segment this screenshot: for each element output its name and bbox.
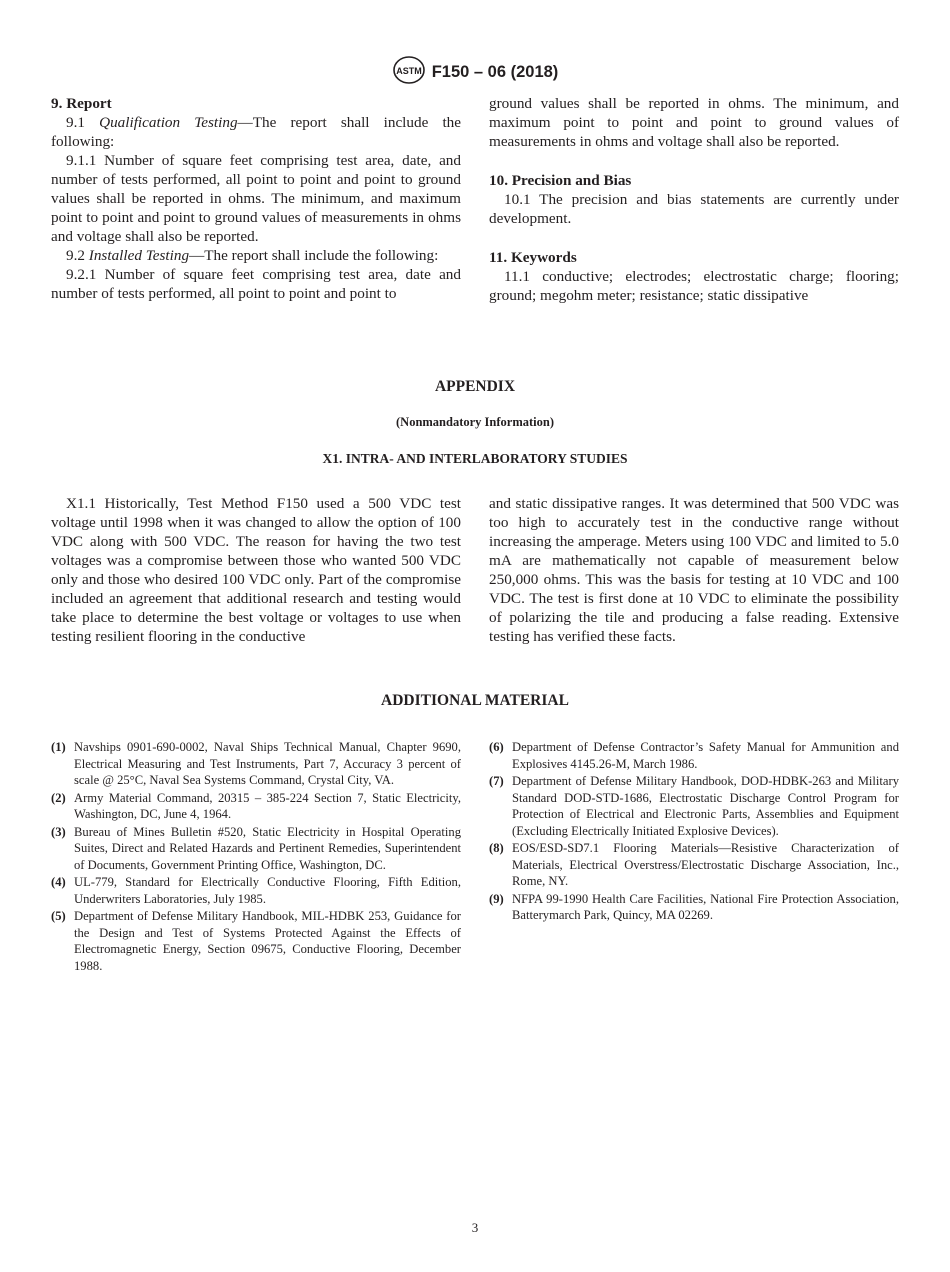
page-number: 3	[471, 1220, 479, 1235]
right-column	[489, 94, 899, 305]
x1-left-column	[51, 494, 461, 646]
para-10-1: 10.1 The precision and bias statements are currently under development.	[489, 191, 899, 227]
page-header	[0, 55, 950, 85]
svg-text:ASTM: ASTM	[395, 66, 422, 76]
additional-material-title: ADDITIONAL MATERIAL	[381, 692, 569, 709]
reference-item: (8) EOS/ESD-SD7.1 Flooring Materials—Resistive Characterization of Materials, Electrical Overstress/Electrostatic Discharge Association, Inc., Rome, NY.	[489, 841, 899, 888]
para-9-1-1: 9.1.1 Number of square feet comprising test area, date, and number of tests performed, all point to point and point to ground values shall be reported in ohms. The minimum, and maximum point to point and point to ground values of measurements in ohms and voltage shall also be reported.	[51, 152, 461, 245]
section-10-heading: 10. Precision and Bias	[489, 172, 632, 189]
reference-item: (2) Army Material Command, 20315 – 385-224 Section 7, Static Electricity, Washington, DC, June 4, 1964.	[51, 790, 461, 821]
para-x1-1-part-a: X1.1 Historically, Test Method F150 used a 500 VDC test voltage until 1998 when it was changed to allow the option of 100 VDC along with 500 VDC. The reason for having the two test voltages was a compromise between those who wanted 500 VDC only and those who desired 100 VDC only. Part of the compromise included an agreement that additional research and testing would take place to determine the best voltage or voltages to use when testing resilient flooring in the conductive	[51, 495, 461, 645]
designation: F150 – 06 (2018)	[431, 63, 559, 81]
para-9-2-1-part-b: ground values shall be reported in ohms. The minimum, and maximum point to point and point to ground values of measurements in ohms and voltage shall also be reported.	[489, 95, 899, 150]
references-left	[51, 739, 461, 975]
para-9-1: 9.1 Qualification Testing—The report shall include the following:	[51, 114, 461, 150]
reference-item: (5) Department of Defense Military Handbook, MIL-HDBK 253, Guidance for the Design and Test of Systems Protected Against the Effects of Electromagnetic Energy, Section 09675, Conductive Flooring, December 1988.	[51, 909, 461, 973]
reference-item: (7) Department of Defense Military Handbook, DOD-HDBK-263 and Military Standard DOD-STD-1686, Electrostatic Discharge Control Program for Protection of Electrical and Electronic Parts, Assemblies and Equipment (Excluding Electrically Initiated Explosive Devices).	[489, 774, 899, 838]
astm-logo-icon	[392, 55, 426, 85]
para-11-1: 11.1 conductive; electrodes; electrostatic charge; flooring; ground; megohm meter; resistance; static dissipative	[489, 268, 899, 304]
reference-item: (9) NFPA 99-1990 Health Care Facilities, National Fire Protection Association, Batterymarch Park, Quincy, MA 02269.	[489, 891, 899, 922]
para-9-2: 9.2 Installed Testing—The report shall include the following:	[66, 247, 439, 264]
appendix-subtitle: (Nonmandatory Information)	[396, 415, 554, 429]
reference-item: (6) Department of Defense Contractor’s Safety Manual for Ammunition and Explosives 4145.26-M, March 1986.	[489, 740, 899, 771]
references-right	[489, 739, 899, 925]
para-x1-1-part-b: and static dissipative ranges. It was determined that 500 VDC was too high to accurately test in the conductive range without increasing the amperage. Meters using 100 VDC and limited to 5.0 mA are mathematically not capable of measurement below 250,000 ohms. This was the basis for testing at 10 VDC and 100 VDC. The test is first done at 10 VDC to eliminate the possibility of polarizing the tile and producing a false reading. Extensive testing has verified these facts.	[489, 495, 899, 645]
reference-item: (1) Navships 0901-690-0002, Naval Ships Technical Manual, Chapter 9690, Electrical Measuring and Test Instruments, Part 7, Accuracy 3 percent of scale @ 25°C, Naval Sea Systems Command, Crystal City, VA.	[51, 740, 461, 787]
reference-item: (3) Bureau of Mines Bulletin #520, Static Electricity in Hospital Operating Suites, Direct and Related Hazards and Pertinent Remedies, Superintendent of Documents, Government Printing Office, Washington, DC.	[51, 824, 461, 872]
x1-right-column	[489, 494, 899, 646]
section-9-heading: 9. Report	[51, 95, 112, 112]
para-9-2-1-part-a: 9.2.1 Number of square feet comprising test area, date and number of tests performed, all point to point and point to	[51, 266, 461, 302]
x1-heading: X1. INTRA- AND INTERLABORATORY STUDIES	[322, 451, 628, 466]
appendix-title: APPENDIX	[434, 378, 516, 395]
reference-item: (4) UL-779, Standard for Electrically Conductive Flooring, Fifth Edition, Underwriters Laboratories, July 1985.	[51, 875, 461, 906]
left-column	[51, 94, 461, 303]
section-11-heading: 11. Keywords	[489, 249, 577, 266]
